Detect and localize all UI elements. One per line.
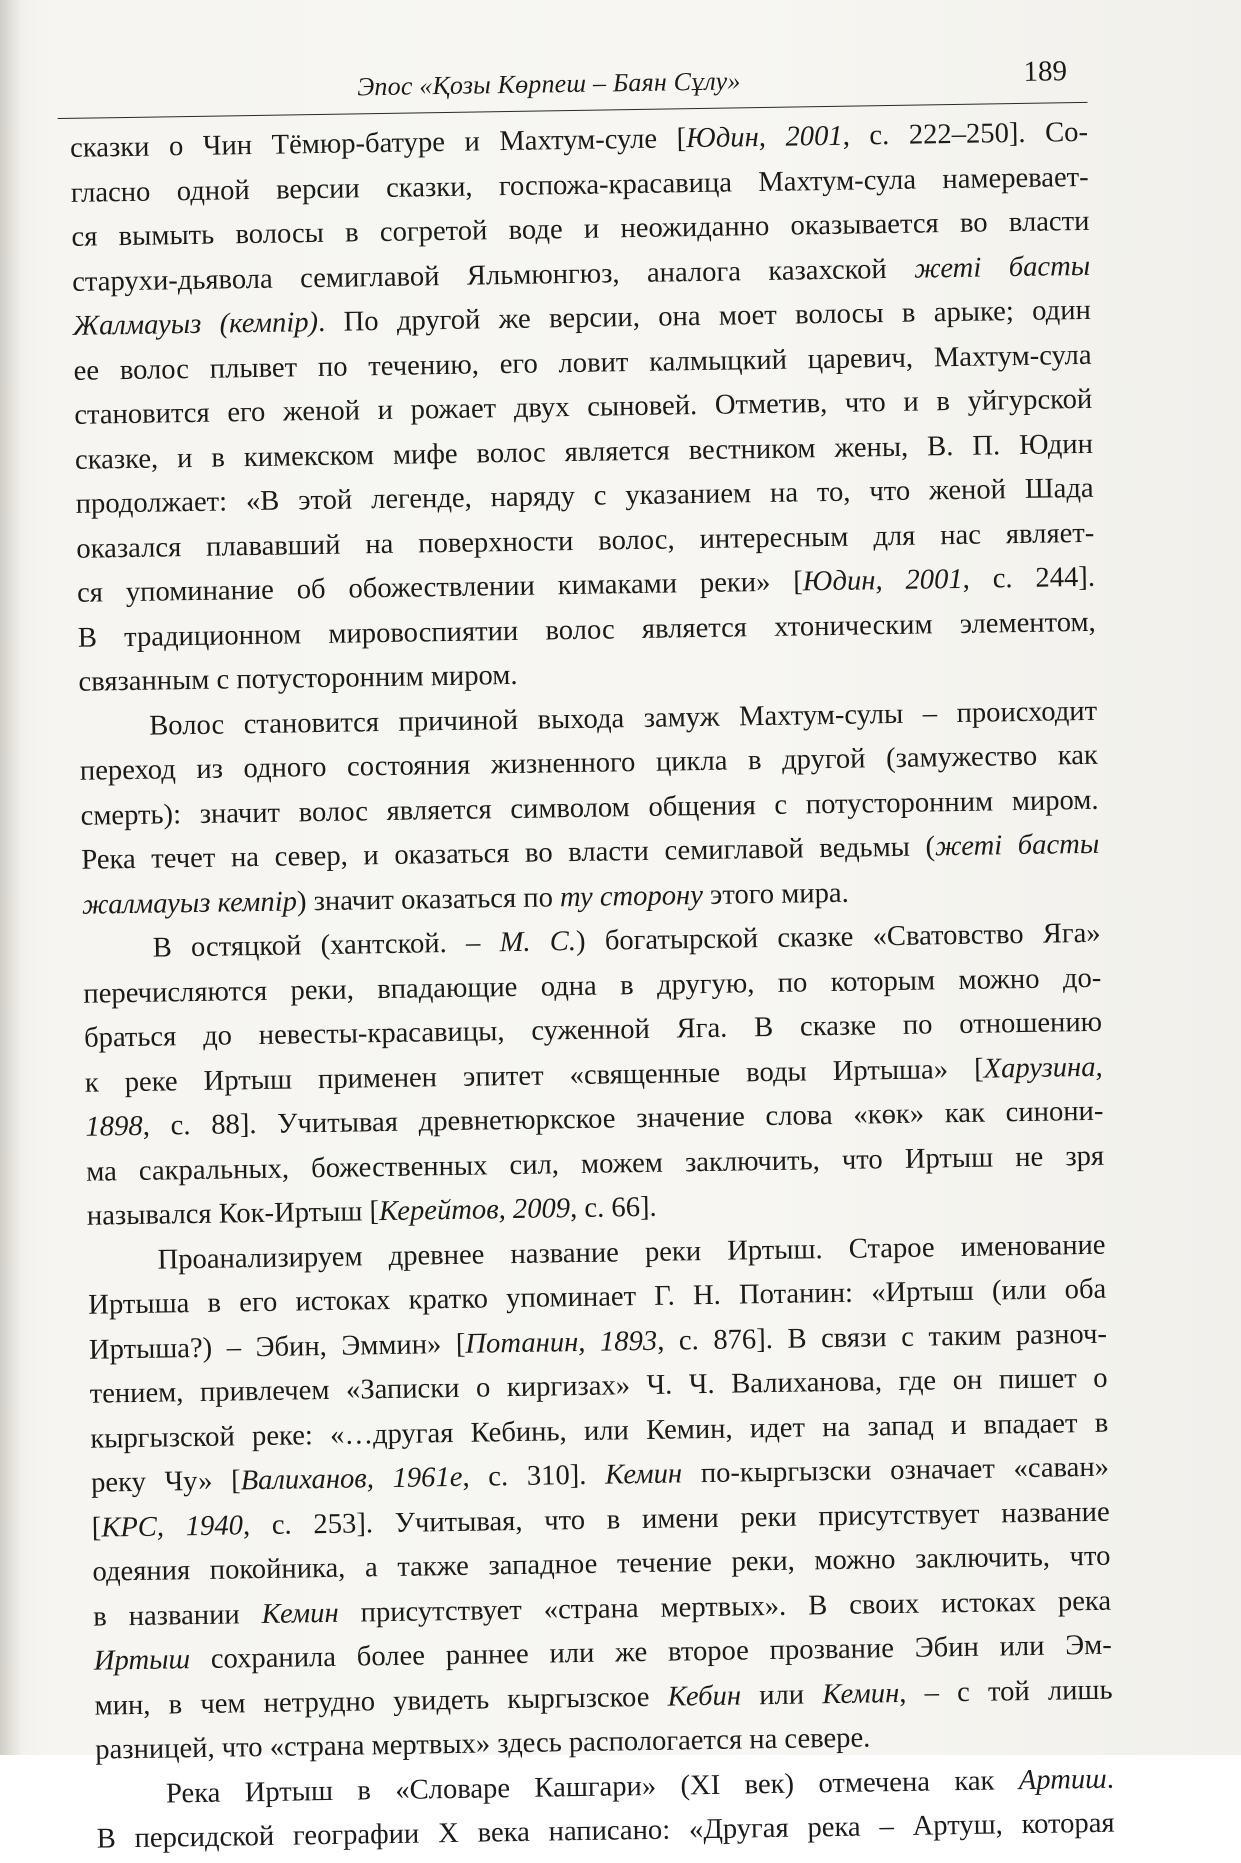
paragraph xyxy=(82,912,1105,1239)
italic-run: Иртыш xyxy=(93,1644,191,1677)
text-run: становится его женой и рожает двух сыновей. Отметив, что и в уйгурской xyxy=(74,383,1093,431)
text-run: Иртыша в его истоках кратко упоминает Г. Н. Потанин: «Иртыш (или оба xyxy=(88,1273,1107,1321)
italic-run: Кемин xyxy=(261,1597,339,1630)
text-run: сказки о Чин Тёмюр-батуре и Махтум-суле [ xyxy=(69,123,687,164)
text-run: кыргызской реке: «…другая Кебинь, или Кемин, идет на запад и впадает в xyxy=(90,1407,1109,1455)
text-run: оказался плававший на поверхности волос, интересным для нас являет- xyxy=(76,517,1095,565)
text-run: одеяния покойника, а также западное течение реки, можно заключить, что xyxy=(92,1540,1111,1588)
text-run: в названии xyxy=(92,1598,262,1633)
text-run: назывался Кок-Иртыш [ xyxy=(86,1196,380,1232)
italic-run: КРС, 1940 xyxy=(101,1509,244,1544)
italic-run: жеті басты xyxy=(913,250,1091,285)
paragraph xyxy=(96,1757,1115,1862)
text-run: ) значит оказаться по xyxy=(296,881,561,917)
italic-run: Валиханов, 1961е xyxy=(240,1461,463,1497)
text-run: сказке, и в кимекском мифе волос является вестником жены, В. П. Юдин xyxy=(74,428,1094,476)
italic-run: М. С. xyxy=(499,926,577,959)
italic-run: жалмауыз кемпір xyxy=(81,885,298,921)
italic-run: Артиш xyxy=(1018,1763,1107,1796)
text-run: продолжает: «В этой легенде, наряду с указанием на то, что женой Шада xyxy=(75,472,1094,520)
text-run: присутствует «страна мертвых». В своих истоках река xyxy=(338,1585,1112,1629)
text-run: по-кыргызски означает «саван» xyxy=(681,1451,1110,1490)
italic-run: Юдин, 2001 xyxy=(685,120,843,155)
text-run: Река течет на север, и оказаться во власти семиглавой ведьмы ( xyxy=(81,831,936,876)
text-run: , с. 88]. Учитывая древнетюркское значение слова «көк» как синони- xyxy=(142,1095,1104,1142)
italic-run: жеті басты xyxy=(934,828,1100,863)
text-run: ся вымыть волосы в согретой воде и неожиданно оказывается во власти xyxy=(71,205,1090,253)
italic-run: Юдин, 2001 xyxy=(802,563,963,598)
text-run: или xyxy=(740,1678,823,1712)
text-run: В остяцкой (хантской. – xyxy=(152,927,500,964)
text-run: В традиционном мировоспиятии волос является хтоническим элементом, xyxy=(77,606,1096,654)
italic-run: ту сторону xyxy=(559,879,704,913)
text-run: Река Иртыш в «Словаре Кашгари» (XI век) отмечена как xyxy=(165,1764,1020,1810)
text-run: этого мира. xyxy=(702,877,849,911)
italic-run: Кемин xyxy=(822,1677,900,1710)
text-run: , с. 310]. xyxy=(462,1459,606,1493)
running-title: Эпос «Қозы Көрпеш – Баян Сұлу» xyxy=(356,66,741,102)
text-run: смерть): значит волос является символом общения с потусторонним миром. xyxy=(80,784,1099,832)
text-run: Проанализируем древнее название реки Иртыш. Старое именование xyxy=(157,1229,1106,1276)
page-number: 189 xyxy=(1023,55,1068,88)
text-run: ма сакральных, божественных сил, можем заключить, что Иртыш не зря xyxy=(85,1140,1105,1188)
text-run: , с. 244]. xyxy=(962,561,1096,595)
text-run: мин, в чем нетрудно увидеть кыргызское xyxy=(94,1681,668,1722)
text-run: к реке Иртыш применен эпитет «священные воды Иртыша» [ xyxy=(84,1053,984,1099)
running-header xyxy=(57,55,1088,119)
paragraph xyxy=(79,689,1100,927)
text-run: реку Чу» [ xyxy=(90,1465,241,1499)
text-run: старухи-дьявола семиглавой Яльмюнгюз, аналога казахской xyxy=(71,253,915,298)
paragraph xyxy=(87,1223,1113,1773)
text-run: , с. 253]. Учитывая, что в имени реки присутствует название xyxy=(242,1496,1110,1541)
text-run: ее волос плывет по течению, его ловит калмыцкий царевич, Махтум-сула xyxy=(73,339,1092,387)
italic-run: Керейтов, 2009 xyxy=(378,1193,571,1228)
text-run: , с. 66]. xyxy=(569,1191,657,1225)
text-run: сохранила более раннее или же второе прозвание Эбин или Эм- xyxy=(189,1629,1113,1676)
text-run: тением, привлечем «Записки о киргизах» Ч. Ч. Валиханова, где он пишет о xyxy=(89,1362,1108,1410)
text-run: . xyxy=(1106,1763,1115,1795)
text-run: перечисляются реки, впадающие одна в другую, по которым можно до- xyxy=(83,962,1102,1010)
italic-run: Харузина, xyxy=(983,1051,1103,1085)
text-run: В персидской географии X века написано: «Другая река – Артуш, которая xyxy=(96,1807,1115,1855)
text-run: переход из одного состояния жизненного цикла в другой (замужество как xyxy=(79,739,1099,787)
body-text xyxy=(70,111,1115,1862)
text-run: гласно одной версии сказки, госпожа-красавица Махтум-сула намеревает- xyxy=(70,161,1089,209)
text-run: Иртыша?) – Эбин, Эммин» [ xyxy=(88,1328,466,1366)
text-run: Волос становится причиной выхода замуж Махтум-сулы – происходит xyxy=(148,695,1098,742)
text-run: . По другой же версии, она моет волосы в арыке; один xyxy=(317,294,1092,338)
text-run: , – с той лишь xyxy=(899,1674,1113,1709)
text-run: браться до невесты-красавицы, суженной Яга. В сказке по отношению xyxy=(83,1006,1103,1054)
italic-run: 1898 xyxy=(85,1110,143,1143)
italic-run: Потанин, 1893 xyxy=(465,1325,658,1360)
italic-run: Кемин xyxy=(604,1458,683,1491)
italic-run: Жалмауыз (кемпір) xyxy=(72,306,319,342)
text-run: ся упоминание об обожествлении кимаками реки» [ xyxy=(76,566,804,609)
italic-run: Кебин xyxy=(667,1680,742,1713)
text-run: разницей, что «страна мертвых» здесь распологается на севере. xyxy=(95,1722,871,1766)
paragraph xyxy=(70,111,1097,705)
text-run: , с. 876]. В связи с таким разноч- xyxy=(656,1318,1108,1357)
text-run: [ xyxy=(91,1512,102,1544)
text-run: связанным с потусторонним миром. xyxy=(78,659,518,698)
text-run: ) богатырской сказке «Сватовство Яга» xyxy=(575,917,1101,958)
text-run: , с. 222–250]. Со- xyxy=(842,116,1089,152)
